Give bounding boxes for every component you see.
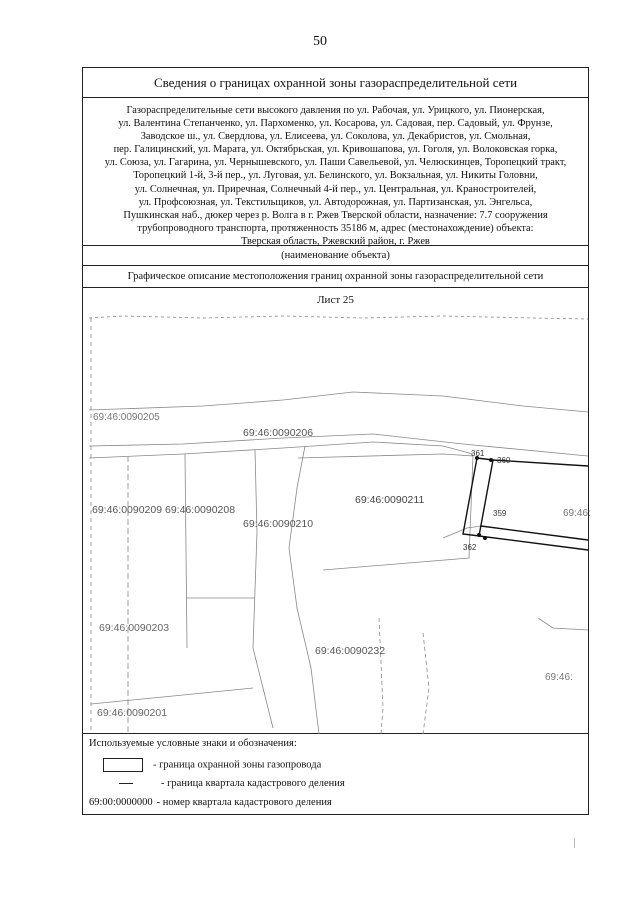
graphic-section-title: Графическое описание местоположения границ охранной зоны газораспределительной сети (83, 266, 588, 288)
legend-text: - граница квартала кадастрового деления (161, 778, 345, 789)
sheet-number: Лист 25 (317, 294, 354, 306)
description-line: ул. Солнечная, ул. Приречная, Солнечный 4-й пер., ул. Центральная, ул. Краностроителей, (134, 183, 537, 195)
point-label: 360 (497, 456, 511, 465)
quarter-label: 69:46:0090208 (165, 504, 236, 516)
quarter-boundary (423, 633, 429, 734)
quarter-number-sample: 69:00:0000000 (89, 797, 153, 808)
map-top-boundary (89, 316, 588, 319)
quarter-label: 69:46:0090201 (97, 707, 168, 719)
quarter-boundary (89, 392, 588, 412)
page-number: 50 (313, 34, 327, 49)
legend-item-quarter-boundary (89, 778, 345, 789)
description-line: Заводское ш., ул. Свердлова, ул. Елисеева, ул. Соколова, ул. Декабристов, ул. Смольная, (140, 131, 531, 143)
quarter-label: 69:46:0090205 (93, 412, 160, 423)
legend-title: Используемые условные знаки и обозначения: (89, 738, 297, 749)
description-line: Тверская область, Ржевский район, г. Ржев (241, 235, 430, 247)
description-line: ул. Профсоюзная, ул. Текстильщиков, ул. Автодорожная, ул. Партизанская, ул. Энгельса, (138, 196, 533, 208)
map-area (83, 288, 591, 734)
document-title: Сведения о границах охранной зоны газораспределительной сети (83, 68, 588, 98)
margin-mark (574, 838, 575, 848)
protection-zone-boundary (463, 458, 493, 536)
quarter-boundary (253, 450, 273, 728)
quarter-label: 69:46:0090232 (315, 645, 386, 657)
quarter-boundary (89, 434, 588, 456)
object-name-caption: (наименование объекта) (83, 246, 588, 266)
legend-item-zone (89, 758, 321, 772)
quarter-label: 69:46: (545, 672, 573, 683)
quarter-label: 69:46:0090210 (243, 518, 314, 530)
description-line: трубопроводного транспорта, протяженность 35186 м, адрес (местонахождение) объекта: (137, 222, 534, 234)
legend-text: - граница охранной зоны газопровода (153, 759, 322, 771)
description-line: ул. Валентина Степанченко, ул. Пархоменко, ул. Косарова, ул. Садовая, пер. Садовый, ул. Фрунзе, (118, 118, 553, 130)
description-line: пер. Галицинский, ул. Марата, ул. Октябрьская, ул. Кривошапова, ул. Гоголя, ул. Волоковская горка, (113, 144, 558, 156)
quarter-boundary (91, 688, 253, 704)
boundary-point (483, 536, 487, 540)
point-label: 362 (463, 543, 477, 552)
quarter-boundary (185, 454, 187, 648)
description-line: Пушкинская наб., дюкер через р. Волга в г. Ржев Тверской области, назначение: 7.7 сооружения (123, 209, 548, 221)
boundary-line-symbol (119, 783, 133, 784)
description-line: Торопецкий 1-й, 3-й пер., ул. Луговая, ул. Белинского, ул. Вокзальная, ул. Никиты Головни, (133, 170, 538, 182)
quarter-label: 69:46:0090211 (355, 494, 425, 506)
quarter-boundary (538, 618, 588, 630)
cadastral-map (83, 288, 591, 734)
legend (83, 734, 588, 814)
zone-symbol (103, 758, 143, 772)
legend-item-quarter-number (89, 797, 332, 808)
point-label: 361 (471, 449, 485, 458)
quarter-boundary (298, 454, 473, 570)
quarter-boundary (289, 446, 319, 734)
document-frame (82, 67, 589, 815)
legend-text: - номер квартала кадастрового деления (156, 797, 332, 808)
quarter-label: 69:46:0090203 (99, 622, 170, 634)
quarter-boundary (379, 618, 383, 734)
quarter-label: 69:46:0090209 (92, 504, 163, 516)
description-line: ул. Союза, ул. Гагарина, ул. Чернышевского, ул. Паши Савельевой, ул. Челюскинцев, Торопецкий тракт, (104, 157, 567, 169)
boundary-point (477, 533, 481, 537)
boundary-point (489, 458, 493, 462)
quarter-label: 69:46:0090206 (243, 427, 314, 439)
point-label: 359 (493, 509, 507, 518)
object-description (83, 98, 588, 246)
description-line: Газораспределительные сети высокого давления по ул. Рабочая, ул. Урицкого, ул. Пионерская, (126, 105, 545, 116)
quarter-label: 69:46: (563, 508, 591, 519)
